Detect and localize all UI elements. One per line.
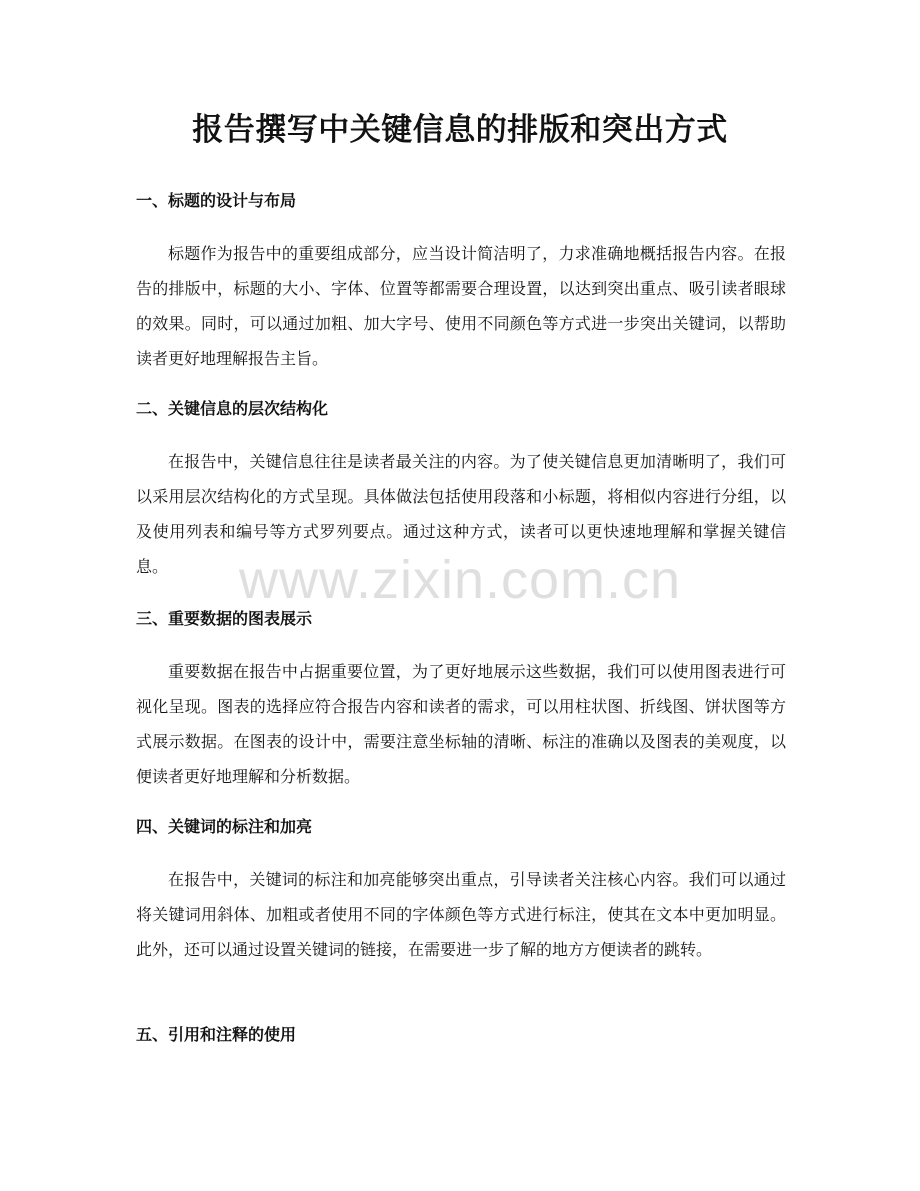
section-paragraph: 在报告中，关键信息往往是读者最关注的内容。为了使关键信息更加清晰明了，我们可以采用层次结构化的方式呈现。具体做法包括使用段落和小标题，将相似内容进行分组，以及使用列表和编号等方式罗列要点。通过这种方式，读者可以更快速地理解和掌握关键信息。: [136, 452, 786, 576]
section-paragraph: 重要数据在报告中占据重要位置，为了更好地展示这些数据，我们可以使用图表进行可视化呈现。图表的选择应符合报告内容和读者的需求，可以用柱状图、折线图、饼状图等方式展示数据。在图表的设计中，需要注意坐标轴的清晰、标注的准确以及图表的美观度，以便读者更好地理解和分析数据。: [136, 662, 786, 786]
section-heading: 五、引用和注释的使用: [136, 1025, 297, 1044]
section-hierarchy: [136, 397, 786, 584]
section-paragraph: 标题作为报告中的重要组成部分，应当设计简洁明了，力求准确地概括报告内容。在报告的排版中，标题的大小、字体、位置等都需要合理设置，以达到突出重点、吸引读者眼球的效果。同时，可以通过加粗、加大字号、使用不同颜色等方式进一步突出关键词，以帮助读者更好地理解报告主旨。: [136, 244, 786, 368]
section-heading: 二、关键信息的层次结构化: [136, 399, 329, 418]
section-charts: [136, 607, 786, 794]
section-heading: 四、关键词的标注和加亮: [136, 817, 313, 836]
section-heading: 三、重要数据的图表展示: [136, 609, 313, 628]
section-title-design: [136, 189, 786, 376]
section-citations: [136, 1023, 786, 1047]
section-heading: 一、标题的设计与布局: [136, 191, 297, 210]
watermark: www.zixin.com.cn: [238, 550, 682, 610]
document-title: 报告撰写中关键信息的排版和突出方式: [192, 112, 728, 148]
section-paragraph: 在报告中，关键词的标注和加亮能够突出重点，引导读者关注核心内容。我们可以通过将关键词用斜体、加粗或者使用不同的字体颜色等方式进行标注，使其在文本中更加明显。此外，还可以通过设置关键词的链接，在需要进一步了解的地方方便读者的跳转。: [136, 870, 786, 959]
section-keywords: [136, 815, 786, 967]
